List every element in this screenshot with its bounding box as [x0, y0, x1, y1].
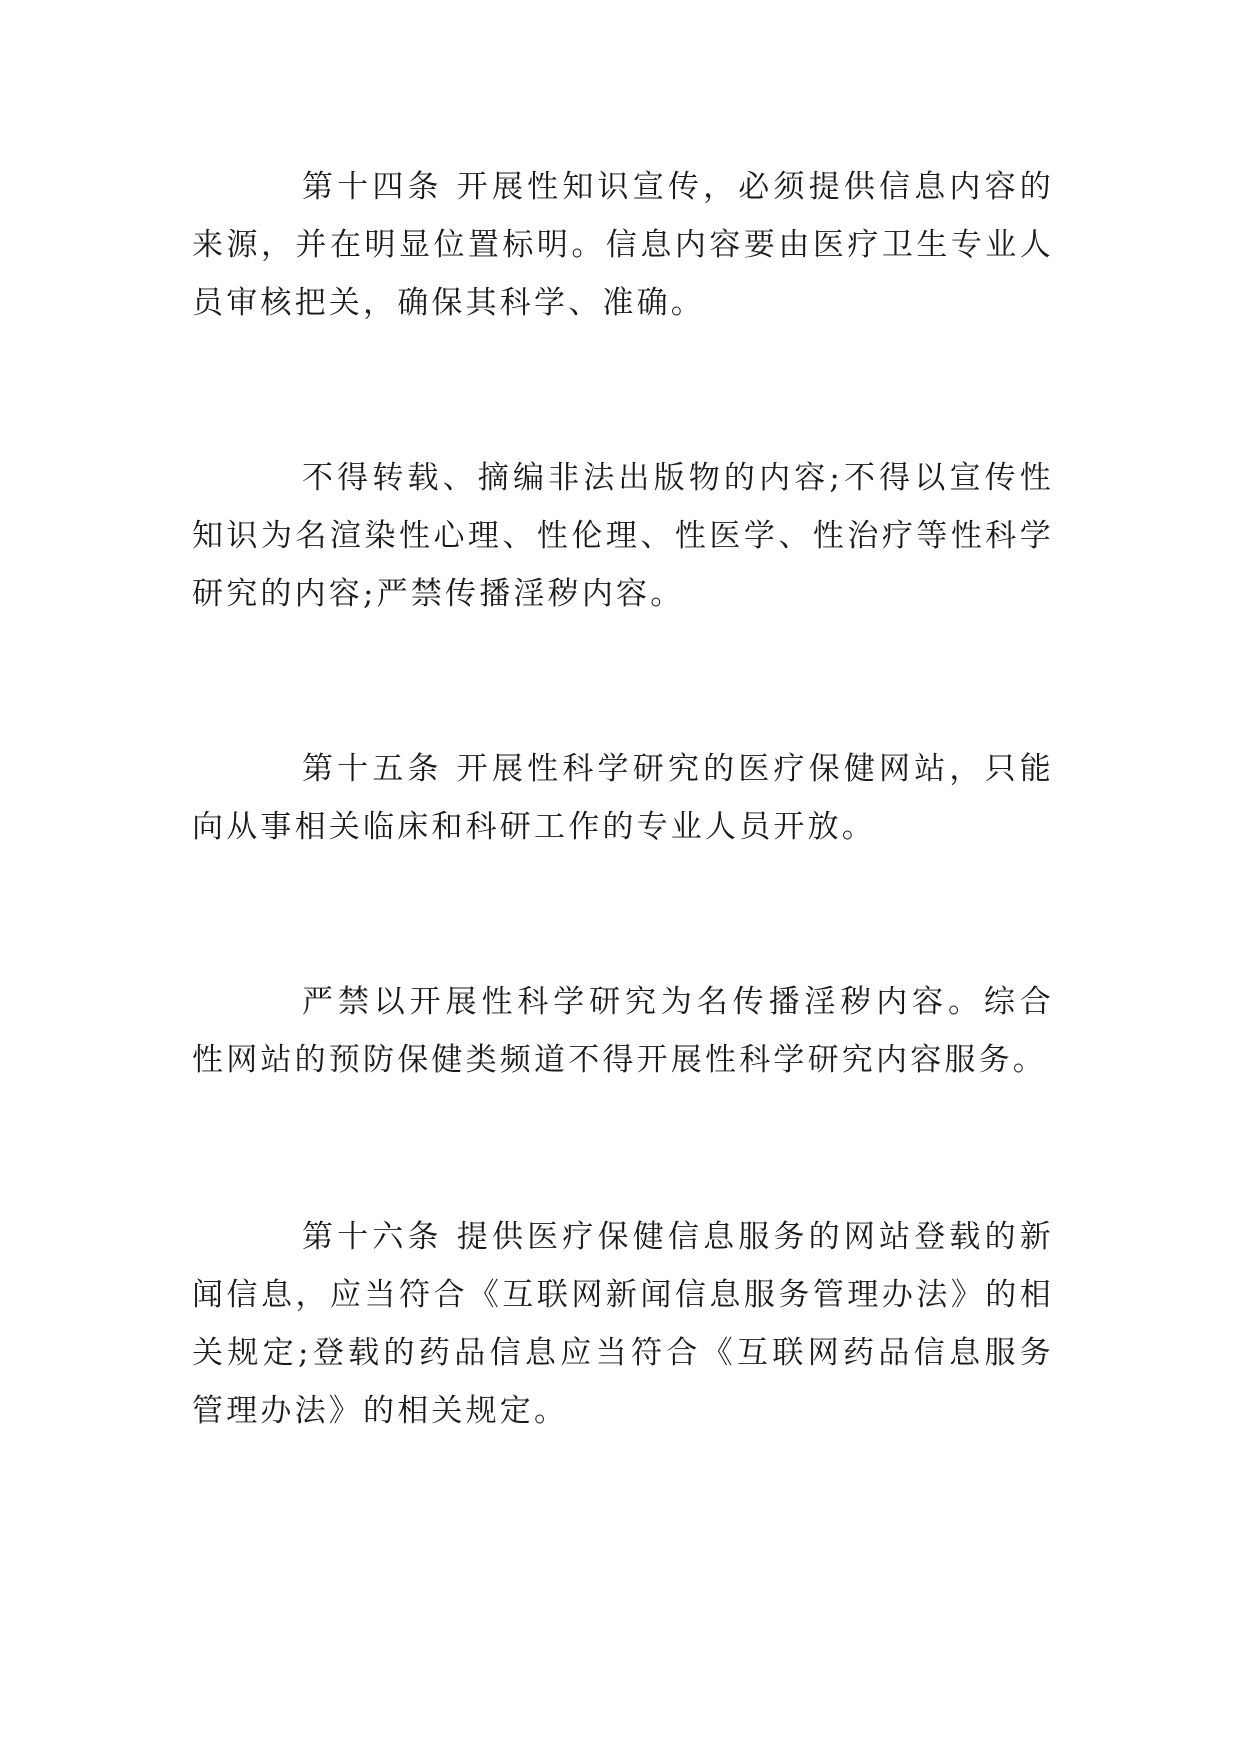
article-15-prohibition-paragraph: 严禁以开展性科学研究为名传播淫秽内容。综合性网站的预防保健类频道不得开展性科学研究内容服务。 [192, 984, 1054, 1078]
article-15-paragraph: 第十五条 开展性科学研究的医疗保健网站，只能向从事相关临床和科研工作的专业人员开放。 [192, 751, 1054, 845]
article-14-prohibition-paragraph: 不得转载、摘编非法出版物的内容;不得以宣传性知识为名渲染性心理、性伦理、性医学、性治疗等性科学研究的内容;严禁传播淫秽内容。 [192, 460, 1054, 612]
article-16-paragraph: 第十六条 提供医疗保健信息服务的网站登载的新闻信息，应当符合《互联网新闻信息服务管理办法》的相关规定;登载的药品信息应当符合《互联网药品信息服务管理办法》的相关规定。 [192, 1219, 1054, 1429]
article-14-paragraph: 第十四条 开展性知识宣传，必须提供信息内容的来源，并在明显位置标明。信息内容要由医疗卫生专业人员审核把关，确保其科学、准确。 [192, 169, 1054, 321]
